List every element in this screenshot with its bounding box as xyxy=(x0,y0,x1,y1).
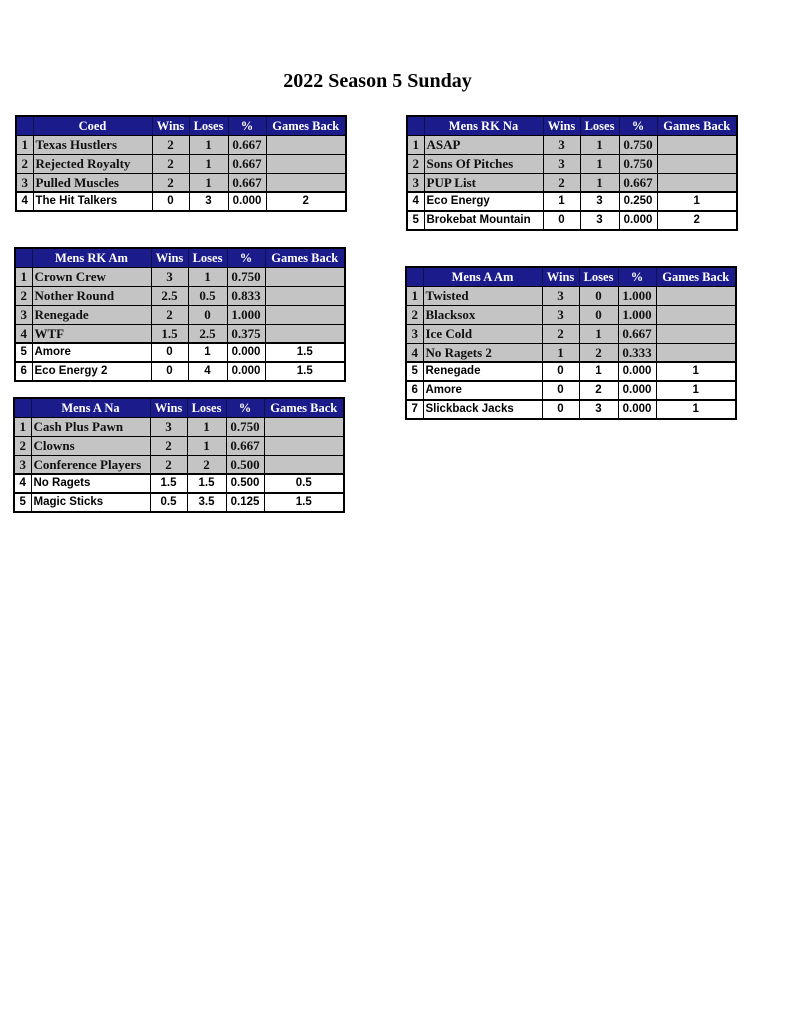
loses-cell: 1 xyxy=(580,135,619,154)
games-back-cell xyxy=(265,286,345,305)
rank-cell: 3 xyxy=(406,324,423,343)
table-row xyxy=(406,381,736,400)
table-row xyxy=(15,324,345,343)
pct-cell: 0.250 xyxy=(619,192,657,211)
games-back-cell xyxy=(657,154,737,173)
loses-cell: 2 xyxy=(187,455,226,474)
col-header-games-back: Games Back xyxy=(265,248,345,267)
loses-cell: 4 xyxy=(188,362,227,381)
team-cell: PUP List xyxy=(424,173,543,192)
rank-cell: 5 xyxy=(14,493,31,512)
pct-cell: 0.000 xyxy=(227,362,265,381)
rank-cell: 2 xyxy=(406,305,423,324)
team-cell: Amore xyxy=(423,381,542,400)
games-back-cell: 1 xyxy=(657,192,737,211)
table-header-row xyxy=(406,267,736,286)
table-row xyxy=(16,135,346,154)
col-header-wins: Wins xyxy=(152,116,189,135)
pct-cell: 0.000 xyxy=(228,192,266,211)
games-back-cell: 1.5 xyxy=(264,493,344,512)
wins-cell: 1.5 xyxy=(150,474,187,493)
loses-cell: 3.5 xyxy=(187,493,226,512)
rank-cell: 1 xyxy=(406,286,423,305)
table-row xyxy=(407,173,737,192)
wins-cell: 3 xyxy=(542,305,579,324)
loses-cell: 1 xyxy=(580,173,619,192)
rank-cell: 4 xyxy=(15,324,32,343)
table-row xyxy=(14,493,344,512)
division-header: Coed xyxy=(33,116,152,135)
rank-cell: 1 xyxy=(407,135,424,154)
table-row xyxy=(15,362,345,381)
loses-cell: 2 xyxy=(579,343,618,362)
games-back-cell: 1.5 xyxy=(265,343,345,362)
wins-cell: 2 xyxy=(150,436,187,455)
col-header-rank xyxy=(16,116,33,135)
wins-cell: 2 xyxy=(542,324,579,343)
team-cell: Texas Hustlers xyxy=(33,135,152,154)
team-cell: Conference Players xyxy=(31,455,150,474)
rank-cell: 5 xyxy=(15,343,32,362)
loses-cell: 3 xyxy=(580,211,619,230)
loses-cell: 1 xyxy=(187,436,226,455)
loses-cell: 2.5 xyxy=(188,324,227,343)
pct-cell: 0.125 xyxy=(226,493,264,512)
team-cell: Nother Round xyxy=(32,286,151,305)
loses-cell: 0.5 xyxy=(188,286,227,305)
games-back-cell: 2 xyxy=(657,211,737,230)
games-back-cell: 1 xyxy=(656,381,736,400)
pct-cell: 0.667 xyxy=(228,135,266,154)
wins-cell: 3 xyxy=(543,154,580,173)
team-cell: Rejected Royalty xyxy=(33,154,152,173)
team-cell: Cash Plus Pawn xyxy=(31,417,150,436)
rank-cell: 4 xyxy=(407,192,424,211)
team-cell: Renegade xyxy=(423,362,542,381)
page-title: 2022 Season 5 Sunday xyxy=(283,70,472,92)
standings-table-coed xyxy=(15,115,347,212)
loses-cell: 1 xyxy=(187,417,226,436)
wins-cell: 2 xyxy=(152,154,189,173)
table-row xyxy=(406,343,736,362)
loses-cell: 1 xyxy=(188,267,227,286)
table-row xyxy=(407,211,737,230)
table-row xyxy=(15,305,345,324)
pct-cell: 0.750 xyxy=(619,154,657,173)
col-header-loses: Loses xyxy=(580,116,619,135)
col-header-rank xyxy=(15,248,32,267)
wins-cell: 1.5 xyxy=(151,324,188,343)
pct-cell: 0.000 xyxy=(618,381,656,400)
table-row xyxy=(14,474,344,493)
team-cell: ASAP xyxy=(424,135,543,154)
division-header: Mens RK Am xyxy=(32,248,151,267)
pct-cell: 1.000 xyxy=(618,286,656,305)
division-header: Mens A Am xyxy=(423,267,542,286)
col-header-loses: Loses xyxy=(187,398,226,417)
loses-cell: 1 xyxy=(189,154,228,173)
table-row xyxy=(16,192,346,211)
wins-cell: 0 xyxy=(543,211,580,230)
loses-cell: 1 xyxy=(188,343,227,362)
table-row xyxy=(15,267,345,286)
games-back-cell xyxy=(657,135,737,154)
games-back-cell xyxy=(264,436,344,455)
col-header-games-back: Games Back xyxy=(264,398,344,417)
rank-cell: 2 xyxy=(14,436,31,455)
loses-cell: 1 xyxy=(580,154,619,173)
col-header-loses: Loses xyxy=(189,116,228,135)
rank-cell: 3 xyxy=(407,173,424,192)
table-row xyxy=(14,417,344,436)
team-cell: Clowns xyxy=(31,436,150,455)
table-row xyxy=(15,343,345,362)
wins-cell: 2 xyxy=(150,455,187,474)
wins-cell: 0 xyxy=(151,362,188,381)
wins-cell: 2 xyxy=(152,135,189,154)
pct-cell: 0.750 xyxy=(619,135,657,154)
loses-cell: 0 xyxy=(188,305,227,324)
table-row xyxy=(16,154,346,173)
team-cell: Renegade xyxy=(32,305,151,324)
wins-cell: 1 xyxy=(543,192,580,211)
col-header-loses: Loses xyxy=(579,267,618,286)
loses-cell: 2 xyxy=(579,381,618,400)
col-header-wins: Wins xyxy=(151,248,188,267)
table-row xyxy=(14,436,344,455)
pct-cell: 0.667 xyxy=(228,173,266,192)
games-back-cell: 1 xyxy=(656,362,736,381)
rank-cell: 5 xyxy=(406,362,423,381)
wins-cell: 2.5 xyxy=(151,286,188,305)
team-cell: Eco Energy 2 xyxy=(32,362,151,381)
team-cell: WTF xyxy=(32,324,151,343)
games-back-cell xyxy=(657,173,737,192)
rank-cell: 3 xyxy=(16,173,33,192)
pct-cell: 0.667 xyxy=(228,154,266,173)
team-cell: Slickback Jacks xyxy=(423,400,542,419)
wins-cell: 3 xyxy=(150,417,187,436)
wins-cell: 3 xyxy=(542,286,579,305)
team-cell: No Ragets xyxy=(31,474,150,493)
pct-cell: 0.333 xyxy=(618,343,656,362)
rank-cell: 4 xyxy=(406,343,423,362)
rank-cell: 3 xyxy=(15,305,32,324)
games-back-cell xyxy=(265,267,345,286)
table-header-row xyxy=(16,116,346,135)
col-header-pct: % xyxy=(619,116,657,135)
wins-cell: 0 xyxy=(542,381,579,400)
col-header-games-back: Games Back xyxy=(657,116,737,135)
loses-cell: 3 xyxy=(580,192,619,211)
loses-cell: 1 xyxy=(189,135,228,154)
team-cell: Magic Sticks xyxy=(31,493,150,512)
col-header-pct: % xyxy=(227,248,265,267)
table-header-row xyxy=(14,398,344,417)
pct-cell: 0.667 xyxy=(618,324,656,343)
rank-cell: 4 xyxy=(14,474,31,493)
games-back-cell xyxy=(265,305,345,324)
wins-cell: 2 xyxy=(543,173,580,192)
col-header-games-back: Games Back xyxy=(266,116,346,135)
team-cell: No Ragets 2 xyxy=(423,343,542,362)
standings-table-mens-rk-na xyxy=(406,115,738,231)
table-row xyxy=(407,154,737,173)
table-row xyxy=(406,324,736,343)
col-header-wins: Wins xyxy=(542,267,579,286)
col-header-pct: % xyxy=(228,116,266,135)
col-header-rank xyxy=(406,267,423,286)
pct-cell: 0.750 xyxy=(227,267,265,286)
table-row xyxy=(406,286,736,305)
rank-cell: 2 xyxy=(407,154,424,173)
col-header-pct: % xyxy=(618,267,656,286)
team-cell: Ice Cold xyxy=(423,324,542,343)
rank-cell: 1 xyxy=(14,417,31,436)
loses-cell: 3 xyxy=(189,192,228,211)
pct-cell: 1.000 xyxy=(618,305,656,324)
rank-cell: 6 xyxy=(406,381,423,400)
loses-cell: 0 xyxy=(579,286,618,305)
team-cell: Twisted xyxy=(423,286,542,305)
pct-cell: 0.500 xyxy=(226,455,264,474)
games-back-cell xyxy=(656,305,736,324)
wins-cell: 0.5 xyxy=(150,493,187,512)
col-header-pct: % xyxy=(226,398,264,417)
col-header-loses: Loses xyxy=(188,248,227,267)
rank-cell: 1 xyxy=(16,135,33,154)
table-row xyxy=(14,455,344,474)
loses-cell: 1.5 xyxy=(187,474,226,493)
loses-cell: 3 xyxy=(579,400,618,419)
rank-cell: 5 xyxy=(407,211,424,230)
table-row xyxy=(16,173,346,192)
table-row xyxy=(15,286,345,305)
rank-cell: 3 xyxy=(14,455,31,474)
games-back-cell xyxy=(266,173,346,192)
col-header-wins: Wins xyxy=(543,116,580,135)
pct-cell: 0.375 xyxy=(227,324,265,343)
games-back-cell xyxy=(264,417,344,436)
loses-cell: 1 xyxy=(189,173,228,192)
games-back-cell xyxy=(266,154,346,173)
rank-cell: 2 xyxy=(15,286,32,305)
team-cell: Sons Of Pitches xyxy=(424,154,543,173)
pct-cell: 1.000 xyxy=(227,305,265,324)
rank-cell: 2 xyxy=(16,154,33,173)
wins-cell: 0 xyxy=(542,362,579,381)
standings-table-mens-a-na xyxy=(13,397,345,513)
games-back-cell xyxy=(265,324,345,343)
table-row xyxy=(406,305,736,324)
wins-cell: 0 xyxy=(151,343,188,362)
division-header: Mens A Na xyxy=(31,398,150,417)
wins-cell: 1 xyxy=(542,343,579,362)
table-row xyxy=(407,135,737,154)
pct-cell: 0.833 xyxy=(227,286,265,305)
pct-cell: 0.667 xyxy=(619,173,657,192)
wins-cell: 2 xyxy=(151,305,188,324)
games-back-cell xyxy=(656,343,736,362)
table-row xyxy=(407,192,737,211)
team-cell: The Hit Talkers xyxy=(33,192,152,211)
team-cell: Blacksox xyxy=(423,305,542,324)
wins-cell: 3 xyxy=(151,267,188,286)
col-header-wins: Wins xyxy=(150,398,187,417)
pct-cell: 0.750 xyxy=(226,417,264,436)
team-cell: Brokebat Mountain xyxy=(424,211,543,230)
pct-cell: 0.667 xyxy=(226,436,264,455)
pct-cell: 0.000 xyxy=(618,362,656,381)
games-back-cell xyxy=(656,324,736,343)
games-back-cell xyxy=(264,455,344,474)
team-cell: Eco Energy xyxy=(424,192,543,211)
pct-cell: 0.000 xyxy=(227,343,265,362)
games-back-cell: 0.5 xyxy=(264,474,344,493)
wins-cell: 2 xyxy=(152,173,189,192)
pct-cell: 0.000 xyxy=(619,211,657,230)
col-header-rank xyxy=(407,116,424,135)
table-row xyxy=(406,362,736,381)
wins-cell: 0 xyxy=(542,400,579,419)
col-header-games-back: Games Back xyxy=(656,267,736,286)
team-cell: Amore xyxy=(32,343,151,362)
table-header-row xyxy=(407,116,737,135)
games-back-cell xyxy=(656,286,736,305)
pct-cell: 0.000 xyxy=(618,400,656,419)
wins-cell: 3 xyxy=(543,135,580,154)
rank-cell: 1 xyxy=(15,267,32,286)
loses-cell: 1 xyxy=(579,324,618,343)
standings-table-mens-rk-am xyxy=(14,247,346,382)
games-back-cell xyxy=(266,135,346,154)
table-row xyxy=(406,400,736,419)
loses-cell: 0 xyxy=(579,305,618,324)
games-back-cell: 2 xyxy=(266,192,346,211)
rank-cell: 4 xyxy=(16,192,33,211)
standings-table-mens-a-am xyxy=(405,266,737,420)
col-header-rank xyxy=(14,398,31,417)
table-header-row xyxy=(15,248,345,267)
pct-cell: 0.500 xyxy=(226,474,264,493)
games-back-cell: 1.5 xyxy=(265,362,345,381)
rank-cell: 6 xyxy=(15,362,32,381)
wins-cell: 0 xyxy=(152,192,189,211)
rank-cell: 7 xyxy=(406,400,423,419)
loses-cell: 1 xyxy=(579,362,618,381)
division-header: Mens RK Na xyxy=(424,116,543,135)
team-cell: Crown Crew xyxy=(32,267,151,286)
games-back-cell: 1 xyxy=(656,400,736,419)
team-cell: Pulled Muscles xyxy=(33,173,152,192)
